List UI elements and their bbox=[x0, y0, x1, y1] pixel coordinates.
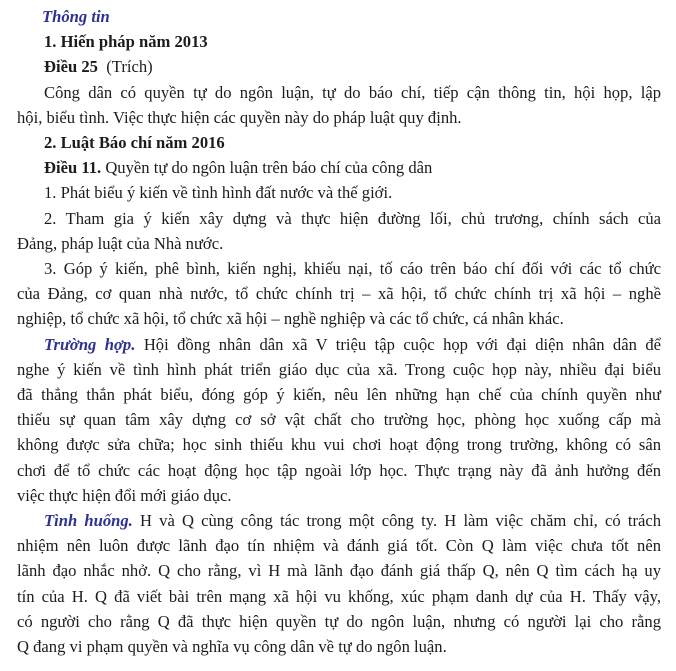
case-line-3: đã thẳng thắn phát biểu, đóng góp ý kiến, nêu lên những hạn chế của chính quyền như bbox=[17, 385, 661, 405]
document-page bbox=[17, 4, 661, 659]
case-line-2: nghe ý kiến về tình hình phát triển giáo dục của xã. Trong cuộc họp này, nhiều đại biểu bbox=[17, 359, 661, 379]
situation-line-2: nhiệm nên luôn được lãnh đạo tín nhiệm và đánh giá tốt. Còn Q làm việc chưa tốt nên bbox=[17, 536, 661, 556]
case-line-6: chơi để tổ chức các hoạt động học tập ngoài lớp học. Thực trạng này đã ảnh hưởng đến bbox=[17, 460, 661, 480]
case-line-7: việc thực hiện đổi mới giáo dục. bbox=[17, 485, 232, 505]
section2-article-label: Điều 11. bbox=[44, 158, 102, 178]
section2-article bbox=[17, 155, 661, 180]
situation-label: Tình huống. bbox=[44, 511, 133, 531]
section1-article bbox=[17, 54, 661, 79]
section2-item-2-line-1: 2. Tham gia ý kiến xây dựng và thực hiện đường lối, chủ trương, chính sách của bbox=[44, 208, 661, 228]
situation-line-1 bbox=[17, 508, 661, 533]
situation-line-6: Q đang vi phạm quyền và nghĩa vụ công dân về tự do ngôn luận. bbox=[17, 637, 447, 657]
section2-item-3-line-2: của Đảng, cơ quan nhà nước, tổ chức chính trị – xã hội, tổ chức chính trị xã hội – nghề bbox=[17, 284, 661, 304]
section1-text-line-2: hội, biểu tình. Việc thực hiện các quyền này do pháp luật quy định. bbox=[17, 107, 462, 127]
section1-article-label: Điều 25 bbox=[44, 57, 98, 77]
situation-line-5: có người cho rằng Q đã thực hiện quyền tự do ngôn luận, nhưng có người lại cho rằng bbox=[17, 611, 661, 631]
section1-text-line-1: Công dân có quyền tự do ngôn luận, tự do báo chí, tiếp cận thông tin, hội họp, lập bbox=[44, 82, 661, 102]
case-first-line-text: Hội đồng nhân dân xã V triệu tập cuộc họp với đại diện nhân dân để bbox=[143, 334, 661, 354]
case-label: Trường hợp. bbox=[44, 334, 136, 354]
section2-article-title: Quyền tự do ngôn luận trên báo chí của công dân bbox=[105, 158, 433, 178]
section1-article-note: (Trích) bbox=[106, 57, 153, 77]
situation-first-line-text: H và Q cùng công tác trong một công ty. H làm việc chăm chỉ, có trách bbox=[140, 511, 662, 531]
case-line-4: thiếu sự quan tâm xây dựng cơ sở vật chất cho trường học, phòng học xuống cấp mà bbox=[17, 410, 661, 430]
section2-item-1: 1. Phát biểu ý kiến về tình hình đất nước và thế giới. bbox=[44, 183, 393, 203]
case-line-5: không được sửa chữa; học sinh thiếu khu vui chơi hoạt động trong trường, không có sân bbox=[17, 435, 661, 455]
situation-line-3: lãnh đạo nhắc nhở. Q cho rằng, vì H mà lãnh đạo đánh giá thấp Q, nên Q tìm cách hạ uy bbox=[17, 561, 661, 581]
section2-item-3-line-1: 3. Góp ý kiến, phê bình, kiến nghị, khiếu nại, tố cáo trên báo chí đối với các tổ chức bbox=[44, 259, 661, 279]
info-title: Thông tin bbox=[42, 7, 110, 26]
situation-line-4: tín của H. Q đã viết bài trên mạng xã hội vu khống, xúc phạm danh dự của H. Thấy vậy, bbox=[17, 586, 661, 606]
section2-heading: 2. Luật Báo chí năm 2016 bbox=[44, 133, 225, 153]
section2-item-2-line-2: Đảng, pháp luật của Nhà nước. bbox=[17, 233, 224, 253]
case-line-1 bbox=[17, 332, 661, 357]
section2-item-3-line-3: nghiệp, tổ chức xã hội, tổ chức xã hội – nghề nghiệp và các tổ chức, cá nhân khác. bbox=[17, 309, 564, 329]
section1-heading: 1. Hiến pháp năm 2013 bbox=[44, 32, 208, 52]
